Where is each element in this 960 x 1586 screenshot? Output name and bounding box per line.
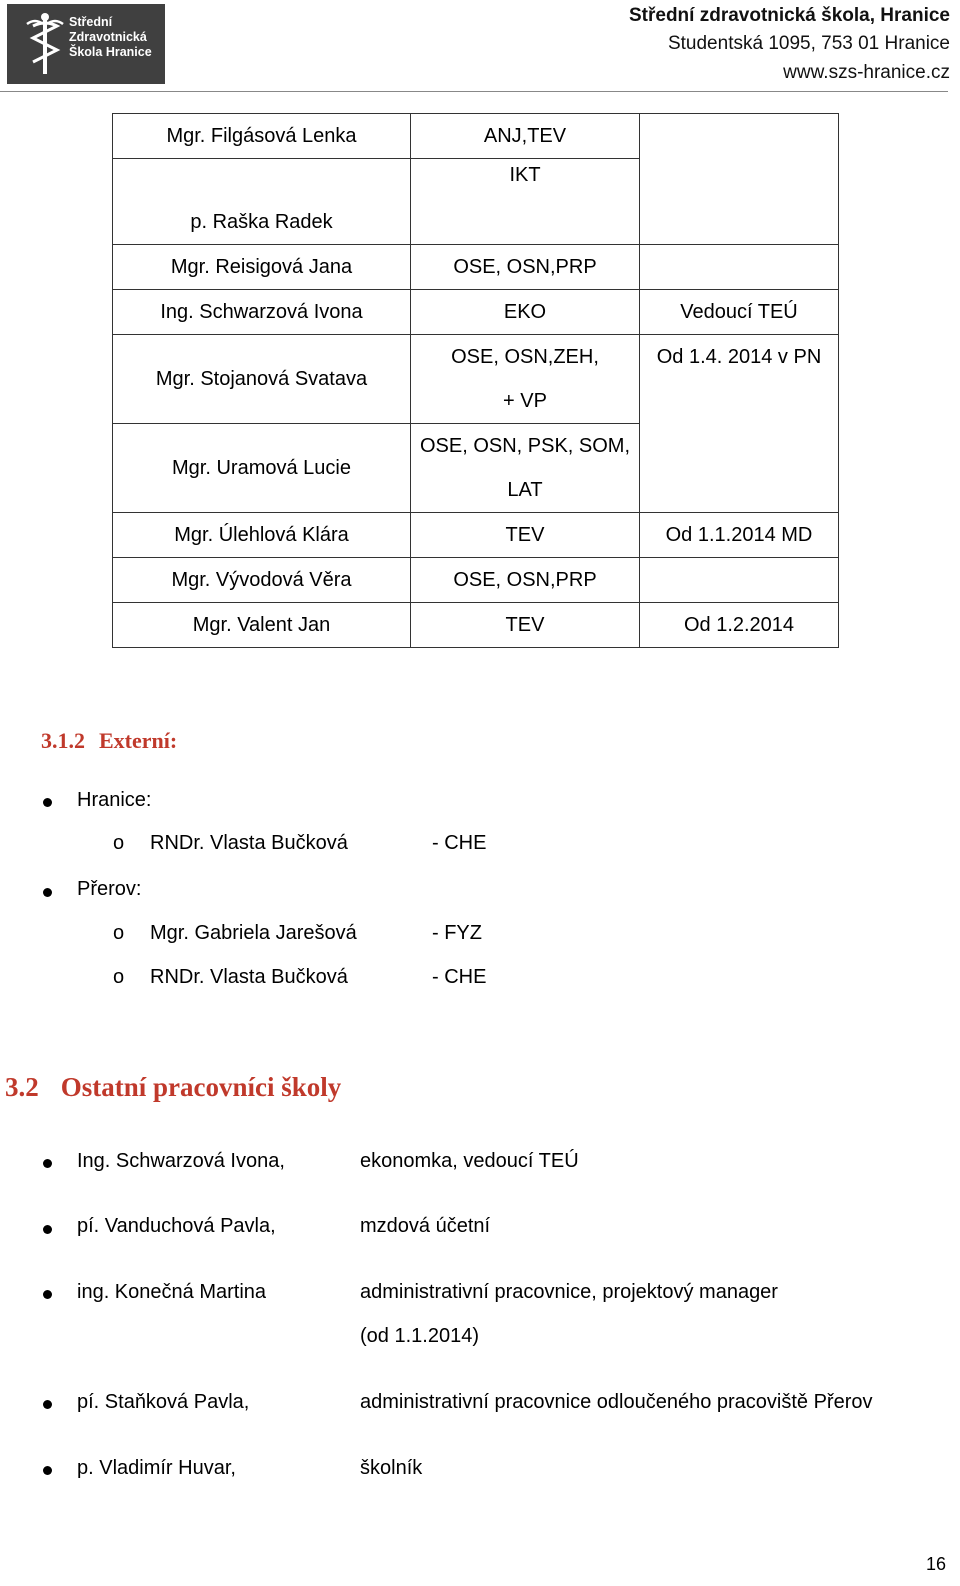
staff-name: Ing. Schwarzová Ivona, (77, 1150, 285, 1172)
logo-text (69, 15, 152, 60)
sub-bullet-icon: o (113, 832, 125, 854)
bullet-icon (43, 888, 52, 897)
teacher-note (640, 245, 839, 290)
note-text: Od 1.4. 2014 v PN (656, 346, 822, 368)
sub-bullet-icon: o (113, 966, 125, 988)
teacher-subjects (411, 424, 640, 513)
teacher-note (640, 114, 839, 245)
teacher-name: Mgr. Valent Jan (113, 603, 411, 648)
table-row (113, 513, 839, 558)
caduceus-icon (25, 12, 65, 76)
table-row (113, 603, 839, 648)
teacher-note (640, 335, 839, 513)
section-number: 3.1.2 (41, 728, 85, 753)
table-row (113, 335, 839, 424)
teacher-note: Vedoucí TEÚ (640, 290, 839, 335)
logo-line: Střední (69, 15, 113, 29)
school-name: Střední zdravotnická škola, Hranice (628, 5, 950, 26)
table-row (113, 290, 839, 335)
external-teacher-subject: - CHE (432, 966, 487, 988)
staff-role: administrativní pracovnice, projektový manager (360, 1281, 778, 1303)
header-divider (0, 91, 948, 92)
teacher-subjects: ANJ,TEV (411, 114, 640, 159)
bullet-icon (43, 1400, 52, 1409)
school-website: www.szs-hranice.cz (783, 62, 950, 83)
staff-role: administrativní pracovnice odloučeného pracoviště Přerov (360, 1391, 873, 1413)
teacher-name: Mgr. Vývodová Věra (113, 558, 411, 603)
external-teacher-name: Mgr. Gabriela Jarešová (150, 922, 357, 944)
section-heading-external (41, 728, 177, 754)
subjects-line: + VP (503, 390, 547, 412)
school-address: Studentská 1095, 753 01 Hranice (667, 33, 950, 54)
subjects-line: LAT (507, 479, 543, 501)
bullet-icon (43, 798, 52, 807)
external-teacher-name: RNDr. Vlasta Bučková (150, 832, 348, 854)
staff-name: p. Vladimír Huvar, (77, 1457, 236, 1479)
teacher-name: Mgr. Uramová Lucie (113, 424, 411, 513)
teacher-name: Ing. Schwarzová Ivona (113, 290, 411, 335)
section-title: Ostatní pracovníci školy (60, 1072, 342, 1102)
place-label: Hranice: (77, 789, 152, 811)
subjects-line: OSE, OSN,ZEH, (451, 346, 599, 368)
teacher-note: Od 1.2.2014 (640, 603, 839, 648)
staff-table (112, 113, 839, 648)
section-title: Externí: (99, 728, 178, 753)
external-teacher-subject: - FYZ (432, 922, 482, 944)
school-info (629, 2, 950, 87)
place-label: Přerov: (77, 878, 142, 900)
section-number: 3.2 (5, 1072, 39, 1102)
teacher-note (640, 558, 839, 603)
table-row (113, 114, 839, 159)
teacher-name: Mgr. Reisigová Jana (113, 245, 411, 290)
table-row (113, 245, 839, 290)
staff-name: ing. Konečná Martina (77, 1281, 267, 1303)
external-teacher-subject: - CHE (432, 832, 487, 854)
logo-line: Zdravotnická (69, 30, 147, 44)
staff-role: mzdová účetní (360, 1215, 491, 1237)
teacher-subjects: OSE, OSN,PRP (411, 558, 640, 603)
teacher-subjects: IKT (411, 159, 640, 245)
teacher-name: Mgr. Úlehlová Klára (113, 513, 411, 558)
teacher-name: p. Raška Radek (113, 159, 411, 245)
logo-line: Škola Hranice (69, 45, 152, 59)
teacher-subjects: OSE, OSN,PRP (411, 245, 640, 290)
teacher-subjects (411, 335, 640, 424)
bullet-icon (43, 1225, 52, 1234)
staff-role: školník (360, 1457, 423, 1479)
staff-name: pí. Vanduchová Pavla, (77, 1215, 276, 1237)
subjects-line: OSE, OSN, PSK, SOM, (419, 435, 631, 457)
bullet-icon (43, 1159, 52, 1168)
page-header (0, 0, 960, 92)
staff-role: ekonomka, vedoucí TEÚ (360, 1150, 579, 1172)
teacher-subjects: TEV (411, 513, 640, 558)
teacher-subjects: TEV (411, 603, 640, 648)
school-logo (7, 4, 165, 84)
staff-name: pí. Staňková Pavla, (77, 1391, 250, 1413)
staff-role-continued: (od 1.1.2014) (360, 1325, 479, 1347)
table-row (113, 558, 839, 603)
section-heading-other-staff (5, 1072, 341, 1103)
teacher-subjects: EKO (411, 290, 640, 335)
external-teacher-name: RNDr. Vlasta Bučková (150, 966, 348, 988)
bullet-icon (43, 1466, 52, 1475)
page-number: 16 (925, 1554, 946, 1574)
sub-bullet-icon: o (113, 922, 125, 944)
teacher-name: Mgr. Filgásová Lenka (113, 114, 411, 159)
bullet-icon (43, 1290, 52, 1299)
teacher-note: Od 1.1.2014 MD (640, 513, 839, 558)
teacher-name: Mgr. Stojanová Svatava (113, 335, 411, 424)
